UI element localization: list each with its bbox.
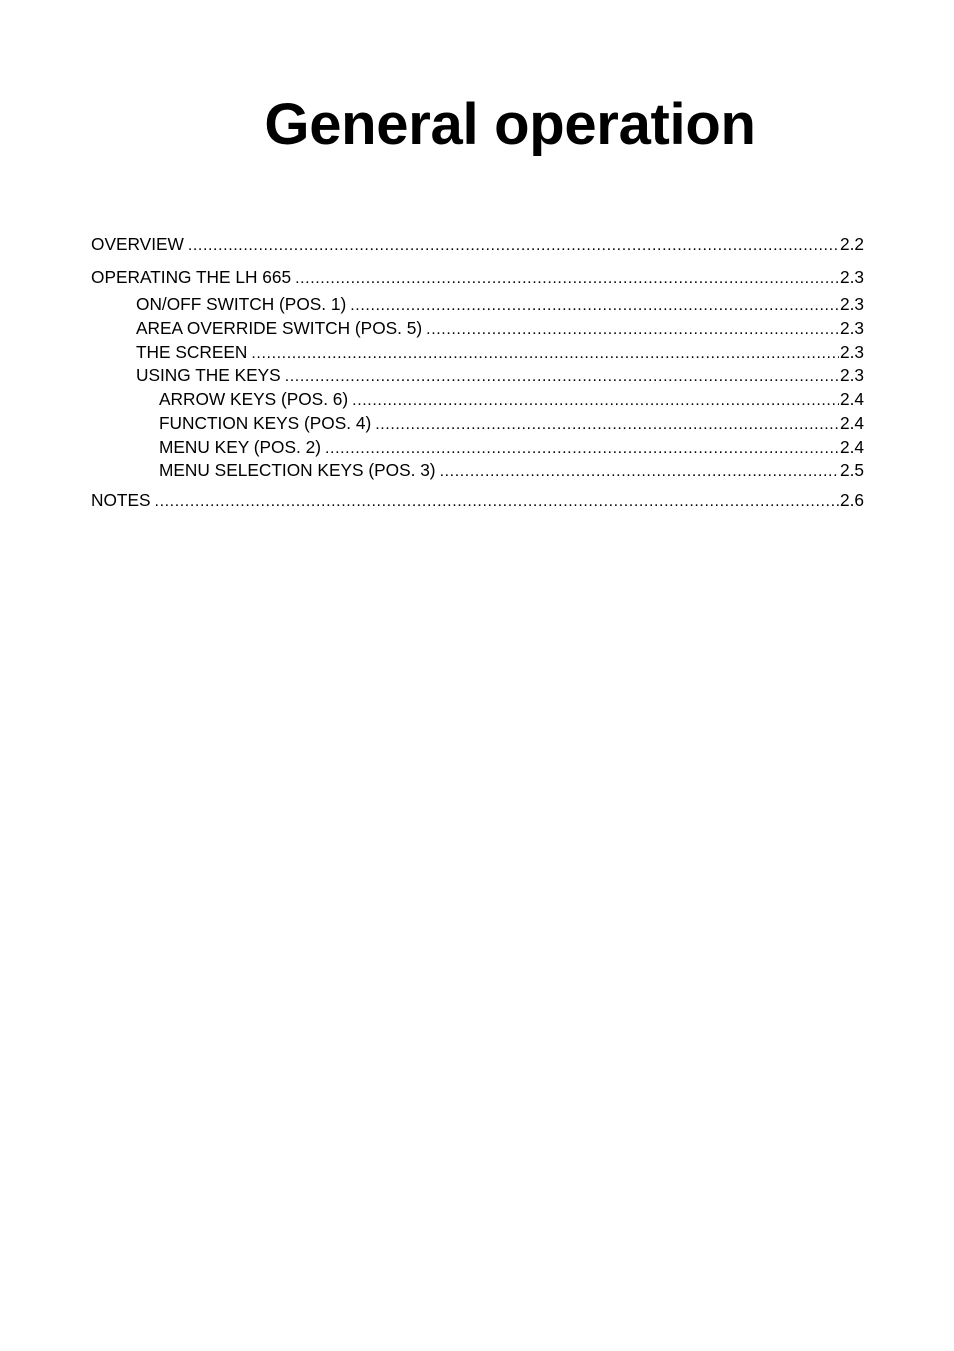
toc-entry-the-screen[interactable] — [136, 342, 864, 364]
dot-leader — [325, 439, 839, 459]
toc-entry-page: 2.4 — [839, 413, 864, 433]
toc-entry-page: 2.6 — [839, 490, 864, 510]
toc-entry-page: 2.4 — [839, 437, 864, 457]
toc-entry-label: OPERATING THE LH 665 — [91, 267, 292, 287]
toc-entry-page: 2.3 — [839, 267, 864, 287]
dot-leader — [251, 344, 839, 364]
dot-leader — [295, 269, 839, 289]
toc-entry-label: OVERVIEW — [91, 234, 184, 254]
toc-entry-overview[interactable] — [91, 234, 864, 256]
toc-entry-label: MENU KEY (POS. 2) — [159, 437, 321, 457]
toc-entry-label: THE SCREEN — [136, 342, 248, 362]
toc-entry-page: 2.4 — [839, 389, 864, 409]
toc-entry-label: MENU SELECTION KEYS (POS. 3) — [159, 460, 436, 480]
dot-leader — [188, 236, 839, 256]
toc-entry-menu-key[interactable] — [159, 437, 864, 459]
toc-entry-label: USING THE KEYS — [136, 365, 281, 385]
toc-entry-label: AREA OVERRIDE SWITCH (POS. 5) — [136, 318, 423, 338]
toc-entry-page: 2.5 — [839, 460, 864, 480]
dot-leader — [440, 462, 839, 482]
dot-leader — [350, 296, 839, 316]
toc-entry-page: 2.3 — [839, 318, 864, 338]
toc-entry-label: FUNCTION KEYS (POS. 4) — [159, 413, 372, 433]
toc-entry-page: 2.2 — [839, 234, 864, 254]
toc-entry-on-off-switch[interactable] — [136, 294, 864, 316]
toc-entry-function-keys[interactable] — [159, 413, 864, 435]
toc-entry-area-override-switch[interactable] — [136, 318, 864, 340]
dot-leader — [285, 367, 839, 387]
toc-entry-label: ON/OFF SWITCH (POS. 1) — [136, 294, 347, 314]
toc-entry-using-the-keys[interactable] — [136, 365, 864, 387]
dot-leader — [375, 415, 839, 435]
toc-entry-menu-selection-keys[interactable] — [159, 460, 864, 482]
toc-entry-page: 2.3 — [839, 365, 864, 385]
toc-entry-operating[interactable] — [91, 267, 864, 289]
page-title: General operation — [264, 92, 756, 157]
toc-entry-label: NOTES — [91, 490, 151, 510]
toc-entry-label: ARROW KEYS (POS. 6) — [159, 389, 349, 409]
dot-leader — [352, 391, 839, 411]
toc-entry-notes[interactable] — [91, 490, 864, 512]
toc-entry-page: 2.3 — [839, 342, 864, 362]
dot-leader — [426, 320, 839, 340]
dot-leader — [155, 492, 839, 512]
toc-entry-arrow-keys[interactable] — [159, 389, 864, 411]
toc-entry-page: 2.3 — [839, 294, 864, 314]
